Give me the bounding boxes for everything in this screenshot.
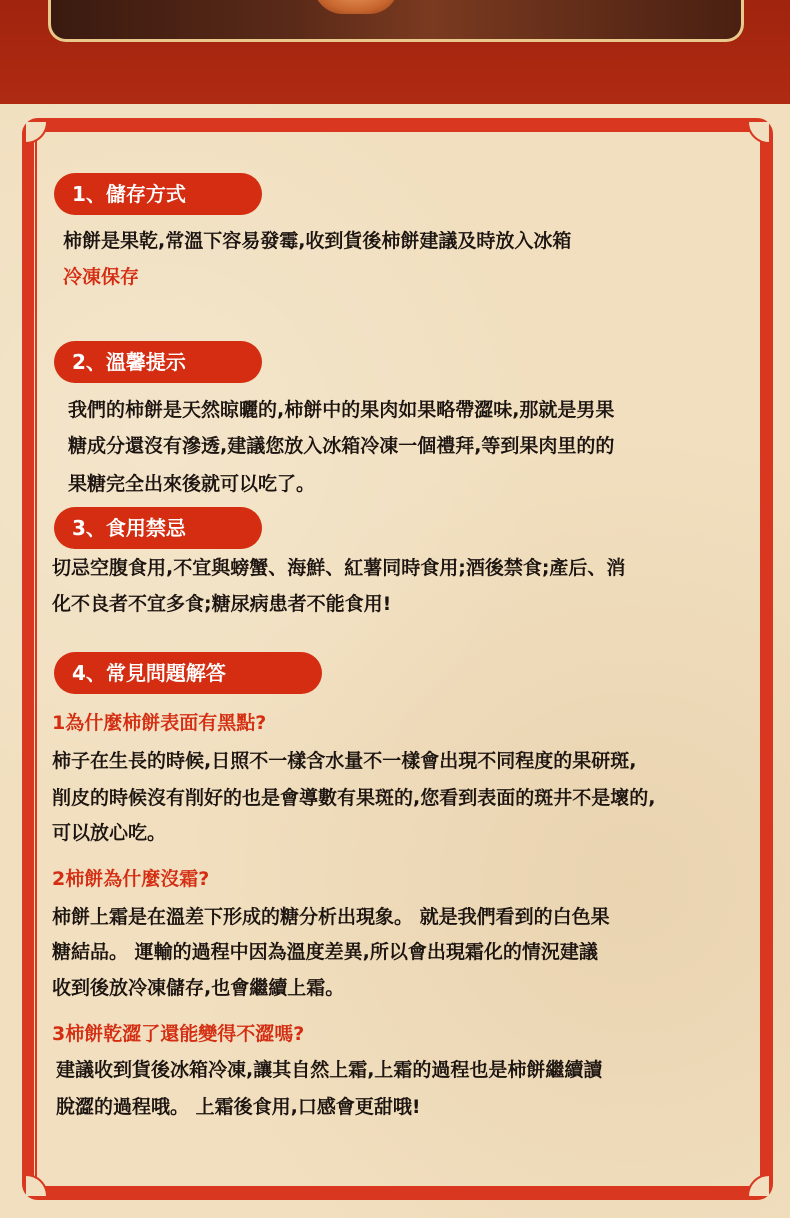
- section-title-faq: 4、常見問題解答: [54, 652, 322, 694]
- faq-question: 3柿餅乾澀了還能變得不澀嗎?: [52, 1023, 305, 1045]
- tips-text-line: 我們的柿餅是天然晾曬的,柿餅中的果肉如果略帶澀味,那就是男果: [68, 399, 615, 421]
- taboo-text-line: 化不良者不宜多食;糖尿病患者不能食用!: [52, 593, 392, 615]
- persimmon-image: [313, 0, 399, 14]
- faq-answer-line: 糖結品。 運輸的過程中因為溫度差異,所以會出現霜化的情況建議: [52, 941, 598, 963]
- faq-answer-line: 柿餅上霜是在溫差下形成的糖分析出現象。 就是我們看到的白色果: [52, 906, 610, 928]
- section-title-storage: 1、儲存方式: [54, 173, 262, 215]
- faq-answer-line: 建議收到貨後冰箱冷凍,讓其自然上霜,上霜的過程也是柿餅繼續讀: [56, 1059, 603, 1081]
- header-band: [0, 0, 790, 104]
- taboo-text-line: 切忌空腹食用,不宜與螃蟹、海鮮、紅薯同時食用;酒後禁食;產后、消: [52, 557, 626, 579]
- section-title-taboo: 3、食用禁忌: [54, 507, 262, 549]
- tips-text-line: 糖成分還沒有滲透,建議您放入冰箱冷凍一個禮拜,等到果肉里的的: [68, 435, 615, 457]
- faq-answer-line: 收到後放冷凍儲存,也會繼續上霜。: [52, 977, 345, 999]
- storage-highlight: 冷凍保存: [63, 266, 140, 288]
- faq-question: 2柿餅為什麼沒霜?: [52, 868, 210, 890]
- faq-question: 1為什麼柿餅表面有黑點?: [52, 712, 267, 734]
- product-photo: [48, 0, 744, 42]
- faq-answer-line: 可以放心吃。: [52, 822, 167, 844]
- faq-answer-line: 脫澀的過程哦。 上霜後食用,口感會更甜哦!: [56, 1096, 421, 1118]
- faq-answer-line: 柿子在生長的時候,日照不一樣含水量不一樣會出現不同程度的果研斑,: [52, 750, 637, 772]
- section-title-tips: 2、溫馨提示: [54, 341, 262, 383]
- tips-text-line: 果糖完全出來後就可以吃了。: [68, 473, 316, 495]
- faq-answer-line: 削皮的時候沒有削好的也是會導數有果斑的,您看到表面的斑井不是壞的,: [52, 787, 656, 809]
- storage-text-line: 柿餅是果乾,常溫下容易發霉,收到貨後柿餅建議及時放入冰箱: [63, 230, 572, 252]
